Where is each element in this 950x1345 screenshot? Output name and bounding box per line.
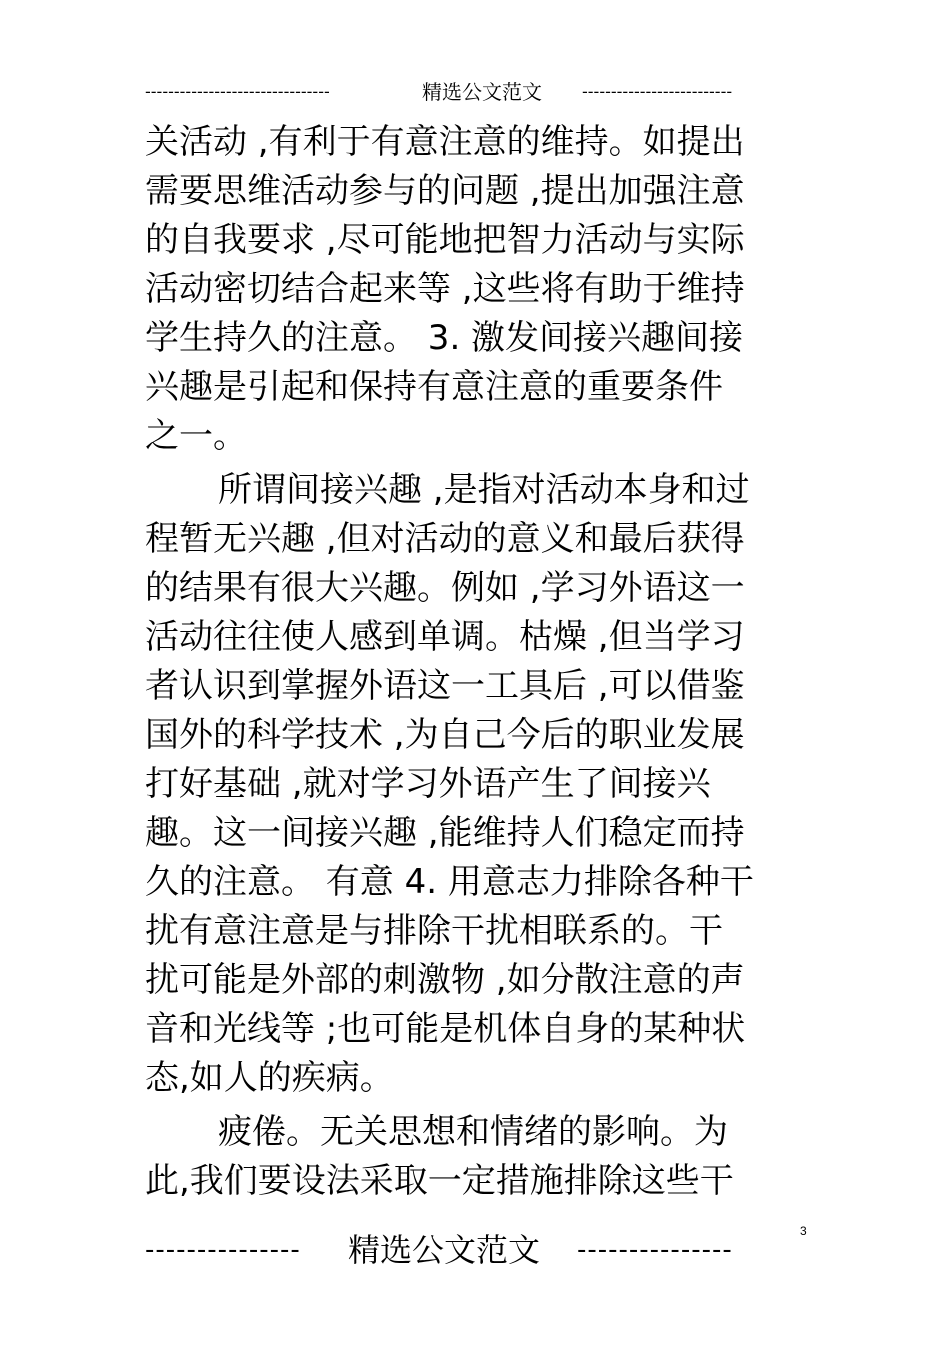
- body-line: 扰可能是外部的刺激物 ,如分散注意的声: [145, 960, 745, 1000]
- header-title: 精选公文范文: [422, 80, 542, 104]
- page-header: [145, 78, 775, 106]
- body-line: 需要思维活动参与的问题 ,提出加强注意: [145, 171, 745, 211]
- body-line: 态,如人的疾病。: [145, 1058, 394, 1098]
- footer-title: 精选公文范文: [348, 1231, 541, 1269]
- body-line: 久的注意。 有意 4. 用意志力排除各种干: [145, 862, 754, 902]
- body-line: 音和光线等 ;也可能是机体自身的某种状: [145, 1009, 746, 1049]
- body-line: 活动密切结合起来等 ,这些将有助于维持: [145, 269, 745, 309]
- body-line: 扰有意注意是与排除干扰相联系的。干: [145, 911, 723, 951]
- footer-left-rule: ---------------: [145, 1235, 301, 1265]
- body-line: 的自我要求 ,尽可能地把智力活动与实际: [145, 220, 745, 260]
- page-footer: [145, 1230, 775, 1270]
- paragraph-start-line: 所谓间接兴趣 ,是指对活动本身和过: [218, 470, 750, 510]
- header-left-rule: --------------------------------: [145, 82, 330, 101]
- body-line: 之一。: [145, 416, 247, 456]
- body-line: 兴趣是引起和保持有意注意的重要条件: [145, 367, 723, 407]
- body-line: 者认识到掌握外语这一工具后 ,可以借鉴: [145, 666, 745, 706]
- body-line: 活动往往使人感到单调。枯燥 ,但当学习: [145, 617, 745, 657]
- body-line: 此,我们要设法采取一定措施排除这些干: [145, 1161, 734, 1201]
- body-line: 的结果有很大兴趣。例如 ,学习外语这一: [145, 568, 745, 608]
- body-line: 关活动 ,有利于有意注意的维持。如提出: [145, 122, 745, 162]
- header-right-rule: --------------------------: [582, 82, 733, 101]
- body-line: 趣。这一间接兴趣 ,能维持人们稳定而持: [145, 813, 745, 853]
- body-line: 国外的科学技术 ,为自己今后的职业发展: [145, 715, 745, 755]
- body-line: 程暂无兴趣 ,但对活动的意义和最后获得: [145, 519, 745, 559]
- page-number: 3: [800, 1224, 807, 1238]
- document-body: [145, 118, 805, 1206]
- footer-right-rule: ---------------: [577, 1235, 733, 1265]
- paragraph-start-line: 疲倦。无关思想和情绪的影响。为: [218, 1112, 728, 1152]
- body-line: 打好基础 ,就对学习外语产生了间接兴: [145, 764, 711, 804]
- body-line: 学生持久的注意。 3. 激发间接兴趣间接: [145, 318, 744, 358]
